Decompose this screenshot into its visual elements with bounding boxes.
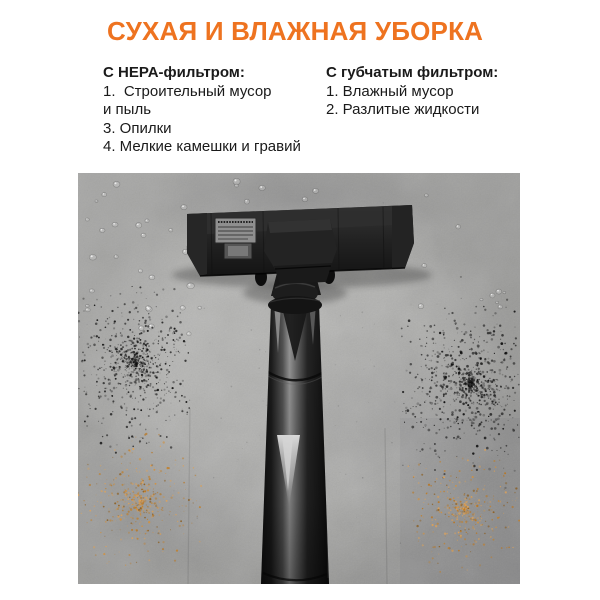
hepa-line-2: и пыль xyxy=(103,101,152,118)
hepa-column xyxy=(103,64,328,157)
sponge-line-2: 2. Разлитые жидкости xyxy=(326,101,480,118)
sponge-column xyxy=(326,64,541,120)
page-title: СУХАЯ И ВЛАЖНАЯ УБОРКА xyxy=(107,16,484,46)
photo-svg xyxy=(78,173,520,584)
hepa-line-3: 3. Опилки xyxy=(103,119,172,137)
product-photo xyxy=(78,173,520,584)
hepa-heading: С HEPA-фильтром: xyxy=(103,64,245,81)
sponge-heading: С губчатым фильтром: xyxy=(326,64,499,81)
hepa-line-1: 1. Строительный мусор xyxy=(103,82,272,100)
sponge-line-1: 1. Влажный мусор xyxy=(326,82,454,100)
hepa-line-4: 4. Мелкие камешки и гравий xyxy=(103,138,301,155)
